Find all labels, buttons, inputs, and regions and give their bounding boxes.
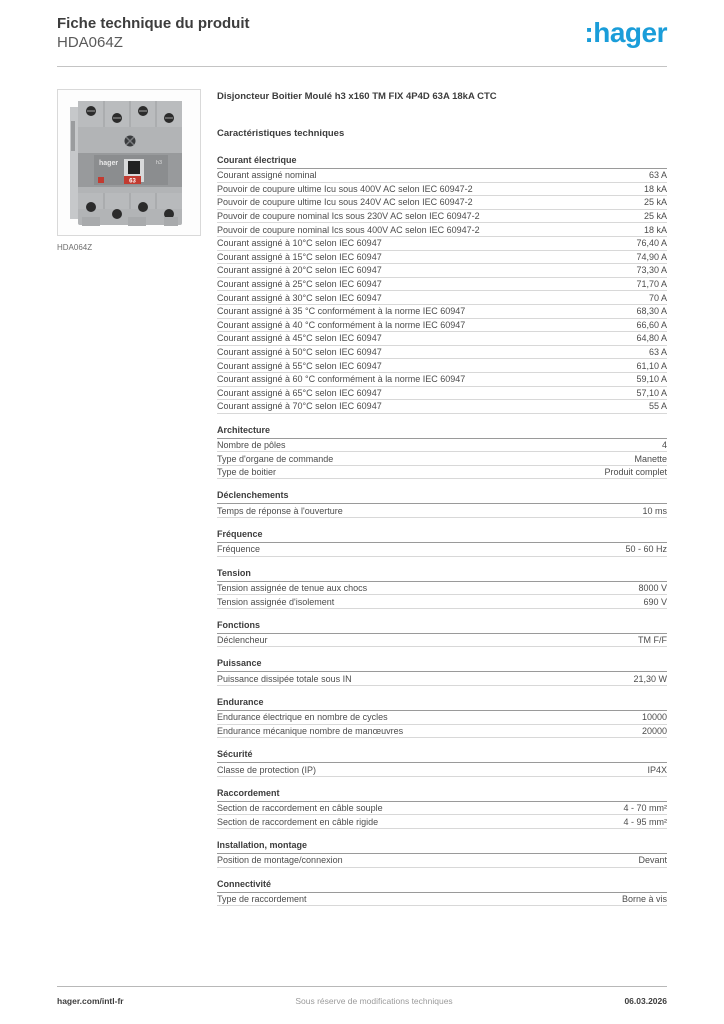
datasheet-page [57,0,667,1024]
spec-label: Courant assigné nominal [217,170,317,181]
spec-sections [217,155,667,906]
main-content [57,89,667,906]
spec-row [217,251,667,265]
spec-label: Nombre de pôles [217,439,286,450]
spec-value: 50 - 60 Hz [625,544,667,555]
spec-section [217,620,667,648]
spec-label: Courant assigné à 30°C selon IEC 60947 [217,292,382,303]
spec-section [217,749,667,777]
spec-label: Courant assigné à 10°C selon IEC 60947 [217,238,382,249]
product-image-caption: HDA064Z [57,243,93,252]
spec-label: Type de boitier [217,467,277,478]
spec-value: Produit complet [604,467,667,478]
page-header [57,0,667,68]
svg-text:63: 63 [129,178,136,184]
spec-section [217,425,667,480]
spec-label: Courant assigné à 15°C selon IEC 60947 [217,251,382,262]
spec-row [217,196,667,210]
spec-value: 76,40 A [636,238,667,249]
spec-section [217,697,667,738]
spec-value: 4 - 95 mm² [623,816,667,827]
spec-label: Pouvoir de coupure ultime Icu sous 400V AC selon IEC 60947-2 [217,183,473,194]
section-title: Courant électrique [217,155,667,169]
spec-row [217,595,667,609]
page-footer [57,986,667,1006]
spec-label: Section de raccordement en câble souple [217,803,383,814]
section-title: Connectivité [217,879,667,893]
spec-value: 63 A [648,347,667,358]
spec-value: 25 kA [643,197,667,208]
circuit-breaker-image [68,97,190,229]
section-title: Tension [217,568,667,582]
spec-value: 59,10 A [636,374,667,385]
section-title: Raccordement [217,788,667,802]
spec-column [217,89,667,906]
spec-value: 18 kA [643,224,667,235]
spec-row [217,439,667,453]
spec-row [217,373,667,387]
spec-row [217,504,667,518]
spec-label: Classe de protection (IP) [217,764,317,775]
footer-disclaimer: Sous réserve de modifications techniques [295,996,453,1006]
spec-label: Fréquence [217,544,261,555]
spec-row [217,543,667,557]
spec-value: 18 kA [643,183,667,194]
spec-value: 73,30 A [636,265,667,276]
spec-row [217,278,667,292]
spec-row [217,854,667,868]
spec-label: Courant assigné à 40 °C conformément à la norme IEC 60947 [217,319,466,330]
spec-label: Courant assigné à 35 °C conformément à la norme IEC 60947 [217,306,466,317]
spec-row [217,802,667,816]
spec-label: Tension assignée d'isolement [217,596,335,607]
spec-value: 4 [661,439,667,450]
spec-value: TM F/F [638,635,667,646]
spec-value: Manette [634,453,667,464]
spec-label: Position de montage/connexion [217,855,343,866]
spec-value: 66,60 A [636,319,667,330]
spec-row [217,672,667,686]
spec-label: Courant assigné à 55°C selon IEC 60947 [217,360,382,371]
product-image-box [57,89,201,236]
spec-row [217,237,667,251]
spec-value: 10 ms [642,505,667,516]
product-title: Disjoncteur Boitier Moulé h3 x160 TM FIX 4P4D 63A 18kA CTC [217,91,497,102]
spec-label: Pouvoir de coupure nominal Ics sous 400V AC selon IEC 60947-2 [217,224,480,235]
svg-text:hager: hager [99,159,119,167]
spec-row [217,183,667,197]
spec-label: Pouvoir de coupure nominal Ics sous 230V AC selon IEC 60947-2 [217,211,480,222]
section-title: Fonctions [217,620,667,634]
svg-text:h3: h3 [156,159,163,166]
spec-value: 68,30 A [636,306,667,317]
spec-section [217,658,667,686]
spec-value: 74,90 A [636,251,667,262]
spec-value: IP4X [647,764,667,775]
spec-value: 64,80 A [636,333,667,344]
spec-row [217,319,667,333]
header-divider [57,66,667,67]
section-title: Sécurité [217,749,667,763]
spec-row [217,291,667,305]
spec-label: Section de raccordement en câble rigide [217,816,379,827]
spec-section [217,840,667,868]
spec-row [217,332,667,346]
spec-row [217,466,667,480]
spec-label: Courant assigné à 45°C selon IEC 60947 [217,333,382,344]
spec-value: 57,10 A [636,387,667,398]
spec-row [217,582,667,596]
spec-row [217,223,667,237]
spec-section [217,788,667,829]
spec-row [217,359,667,373]
spec-row [217,634,667,648]
spec-row [217,305,667,319]
spec-row [217,815,667,829]
spec-label: Courant assigné à 60 °C conformément à la norme IEC 60947 [217,374,466,385]
spec-label: Temps de réponse à l'ouverture [217,505,343,516]
spec-label: Endurance mécanique nombre de manœuvres [217,725,404,736]
spec-row [217,387,667,401]
footer-url: hager.com/intl-fr [57,996,124,1006]
section-title: Architecture [217,425,667,439]
spec-label: Endurance électrique en nombre de cycles [217,712,388,723]
spec-label: Courant assigné à 25°C selon IEC 60947 [217,279,382,290]
spec-label: Puissance dissipée totale sous IN [217,673,352,684]
spec-row [217,711,667,725]
spec-value: 690 V [643,596,667,607]
spec-row [217,169,667,183]
spec-label: Pouvoir de coupure ultime Icu sous 240V AC selon IEC 60947-2 [217,197,473,208]
spec-row [217,346,667,360]
spec-label: Type d'organe de commande [217,453,334,464]
spec-value: Borne à vis [621,893,667,904]
spec-label: Courant assigné à 20°C selon IEC 60947 [217,265,382,276]
product-image-column [57,89,217,906]
section-title: Installation, montage [217,840,667,854]
spec-label: Déclencheur [217,635,268,646]
spec-value: 8000 V [638,582,667,593]
section-title: Puissance [217,658,667,672]
spec-section [217,490,667,518]
characteristics-heading: Caractéristiques techniques [217,128,345,139]
spec-label: Courant assigné à 50°C selon IEC 60947 [217,347,382,358]
spec-value: 4 - 70 mm² [623,803,667,814]
hager-logo: :hager [584,17,667,48]
section-title: Endurance [217,697,667,711]
spec-value: 21,30 W [633,673,667,684]
spec-section [217,529,667,557]
page-title: Fiche technique du produit [57,15,250,32]
spec-label: Type de raccordement [217,893,307,904]
product-code: HDA064Z [57,34,123,51]
spec-value: 25 kA [643,211,667,222]
spec-value: 63 A [648,170,667,181]
spec-value: 71,70 A [636,279,667,290]
spec-value: 20000 [641,725,667,736]
spec-label: Courant assigné à 70°C selon IEC 60947 [217,401,382,412]
spec-row [217,763,667,777]
spec-value: 61,10 A [636,360,667,371]
spec-value: 55 A [648,401,667,412]
spec-row [217,725,667,739]
section-title: Déclenchements [217,490,667,504]
spec-value: 70 A [648,292,667,303]
spec-value: 10000 [641,712,667,723]
section-title: Fréquence [217,529,667,543]
spec-section [217,155,667,414]
spec-label: Tension assignée de tenue aux chocs [217,582,368,593]
spec-row [217,452,667,466]
footer-date: 06.03.2026 [624,996,667,1006]
spec-row [217,264,667,278]
spec-section [217,568,667,609]
spec-row [217,210,667,224]
spec-row [217,400,667,414]
spec-label: Courant assigné à 65°C selon IEC 60947 [217,387,382,398]
spec-value: Devant [638,855,667,866]
spec-row [217,893,667,907]
spec-section [217,879,667,907]
